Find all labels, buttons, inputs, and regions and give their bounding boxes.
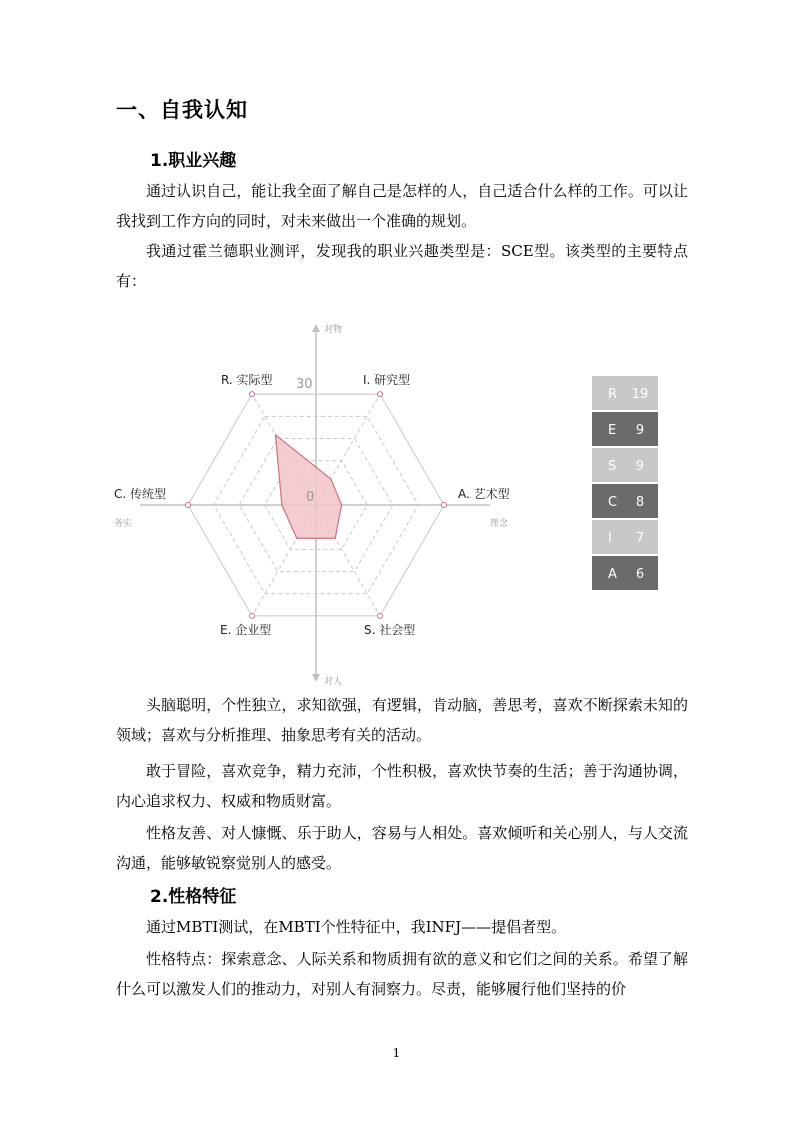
score-area xyxy=(275,435,341,538)
legend-box-a xyxy=(592,556,658,590)
direction-label-left: 务实 xyxy=(114,519,133,529)
paragraph: 我通过霍兰德职业测评，发现我的职业兴趣类型是：SCE型。该类型的主要特点有： xyxy=(116,242,688,290)
vertex-marker xyxy=(250,392,255,397)
legend-code: R xyxy=(608,387,618,402)
vertex-marker xyxy=(442,503,447,508)
paragraph: 敢于冒险，喜欢竞争，精力充沛，个性积极，喜欢快节奏的生活；善于沟通协调，内心追求权力、权威和物质财富。 xyxy=(116,762,688,810)
holland-radar-chart xyxy=(100,318,670,694)
section-title-career-interest: 1.职业兴趣 xyxy=(150,151,237,171)
legend-code: I xyxy=(608,531,612,546)
legend-value: 8 xyxy=(635,495,645,510)
radar-svg xyxy=(100,318,670,690)
section-title-personality: 2.性格特征 xyxy=(150,887,237,907)
tick-label-min: 0 xyxy=(306,490,315,505)
page-number: 1 xyxy=(392,1046,401,1060)
legend-box-s xyxy=(592,448,658,482)
legend-value: 7 xyxy=(635,531,645,546)
tick-label-max: 30 xyxy=(296,377,313,392)
arrow-down-icon xyxy=(312,674,320,682)
paragraph: 通过MBTI测试，在MBTI个性特征中，我INFJ——提倡者型。 xyxy=(146,918,567,936)
legend-code: A xyxy=(608,567,617,582)
page-heading: 一、自我认知 xyxy=(116,98,248,122)
axis-label-investigative: I. 研究型 xyxy=(363,373,411,387)
legend-code: E xyxy=(608,423,617,438)
paragraph: 头脑聪明，个性独立，求知欲强，有逻辑，肯动脑，善思考，喜欢不断探索未知的领域；喜欢与分析推理、抽象思考有关的活动。 xyxy=(116,696,688,744)
vertex-marker xyxy=(378,392,383,397)
direction-label-top: 对物 xyxy=(324,325,343,335)
vertex-marker xyxy=(250,613,255,618)
legend-code: C xyxy=(608,495,618,510)
direction-label-right: 理念 xyxy=(490,519,509,529)
vertex-marker xyxy=(378,613,383,618)
paragraph: 性格友善、对人慷慨、乐于助人，容易与人相处。喜欢倾听和关心别人，与人交流沟通，能够敏锐察觉别人的感受。 xyxy=(116,824,688,872)
paragraph: 性格特点：探索意念、人际关系和物质拥有欲的意义和它们之间的关系。希望了解什么可以激发人们的推动力，对别人有洞察力。尽责，能够履行他们坚持的价 xyxy=(116,950,688,998)
legend-value: 9 xyxy=(635,459,645,474)
legend-box-i xyxy=(592,520,658,554)
axis-label-social: S. 社会型 xyxy=(364,623,416,637)
axis-label-conventional: C. 传统型 xyxy=(114,487,167,501)
legend-code: S xyxy=(608,459,617,474)
axis-label-artistic: A. 艺术型 xyxy=(458,487,510,501)
legend-box-e xyxy=(592,412,658,446)
arrow-up-icon xyxy=(312,324,320,332)
direction-label-bottom: 对人 xyxy=(324,677,343,687)
legend-box-c xyxy=(592,484,658,518)
legend-value: 9 xyxy=(635,423,645,438)
legend-value: 19 xyxy=(631,387,649,402)
paragraph: 通过认识自己，能让我全面了解自己是怎样的人，自己适合什么样的工作。可以让我找到工作方向的同时，对未来做出一个准确的规划。 xyxy=(116,182,688,230)
axis-label-realistic: R. 实际型 xyxy=(221,373,273,387)
score-legend xyxy=(592,376,658,590)
axis-label-enterprising: E. 企业型 xyxy=(220,623,272,637)
vertex-marker xyxy=(186,503,191,508)
legend-value: 6 xyxy=(635,567,645,582)
